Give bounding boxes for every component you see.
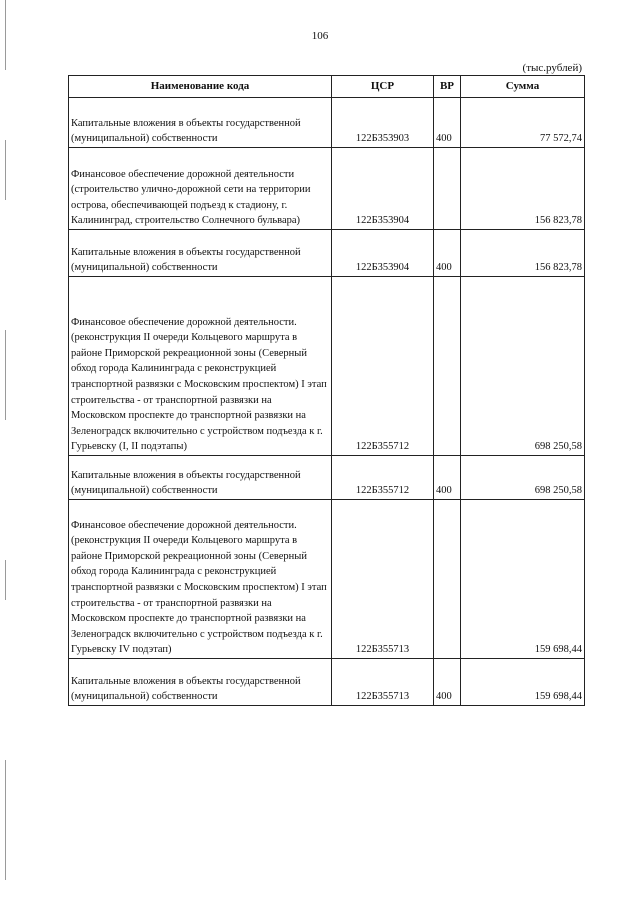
- row-name: Финансовое обеспечение дорожной деятельности. (реконструкция II очереди Кольцевого маршрута в районе Приморской рекреационной зоны (Северный обход города Калининграда с реконструкцией транспортной развязки с Московским проспектом) I этап строительства - от транспортной развязки на Московском проспекте до транспортной развязки на Зеленоградск включительно с устройством подъезда к г. Гурьевску (I, II подэтапы): [69, 277, 332, 456]
- row-vr: [434, 500, 461, 659]
- row-name: Финансовое обеспечение дорожной деятельности (строительство улично-дорожной сети на территории острова, обеспечивающей подъезд к стадиону, г. Калининград, строительство Солнечного бульвара): [69, 148, 332, 230]
- row-vr: 400: [434, 230, 461, 277]
- row-csr: 122Б353903: [332, 98, 434, 148]
- row-csr: 122Б355713: [332, 659, 434, 706]
- row-name: Капитальные вложения в объекты государственной (муниципальной) собственности: [69, 659, 332, 706]
- row-name: Капитальные вложения в объекты государственной (муниципальной) собственности: [69, 230, 332, 277]
- units-label: (тыс.рублей): [522, 62, 582, 74]
- table-row: [69, 659, 585, 706]
- table-row: [69, 277, 585, 456]
- header-name: Наименование кода: [69, 76, 332, 98]
- row-sum: 159 698,44: [461, 500, 585, 659]
- row-sum: 156 823,78: [461, 148, 585, 230]
- table-row: [69, 500, 585, 659]
- budget-table: [68, 75, 585, 706]
- row-vr: 400: [434, 98, 461, 148]
- table-row: [69, 456, 585, 500]
- row-vr: [434, 148, 461, 230]
- row-csr: 122Б353904: [332, 148, 434, 230]
- table-row: [69, 98, 585, 148]
- table-header-row: [69, 76, 585, 98]
- scan-edge-marks: [3, 0, 11, 905]
- row-csr: 122Б353904: [332, 230, 434, 277]
- row-csr: 122Б355713: [332, 500, 434, 659]
- header-sum: Сумма: [461, 76, 585, 98]
- row-sum: 159 698,44: [461, 659, 585, 706]
- row-sum: 77 572,74: [461, 98, 585, 148]
- row-vr: 400: [434, 456, 461, 500]
- row-sum: 698 250,58: [461, 456, 585, 500]
- row-vr: [434, 277, 461, 456]
- row-sum: 156 823,78: [461, 230, 585, 277]
- header-vr: ВР: [434, 76, 461, 98]
- row-csr: 122Б355712: [332, 456, 434, 500]
- table-row: [69, 230, 585, 277]
- page-number: 106: [311, 30, 329, 42]
- row-name: Капитальные вложения в объекты государственной (муниципальной) собственности: [69, 456, 332, 500]
- row-vr: 400: [434, 659, 461, 706]
- row-csr: 122Б355712: [332, 277, 434, 456]
- row-name: Финансовое обеспечение дорожной деятельности. (реконструкция II очереди Кольцевого маршрута в районе Приморской рекреационной зоны (Северный обход города Калининграда с реконструкцией транспортной развязки с Московским проспектом) I этап строительства - от транспортной развязки на Московском проспекте до транспортной развязки на Зеленоградск включительно с устройством подъезда к г. Гурьевску IV подэтап): [69, 500, 332, 659]
- table-row: [69, 148, 585, 230]
- header-csr: ЦСР: [332, 76, 434, 98]
- row-sum: 698 250,58: [461, 277, 585, 456]
- row-name: Капитальные вложения в объекты государственной (муниципальной) собственности: [69, 98, 332, 148]
